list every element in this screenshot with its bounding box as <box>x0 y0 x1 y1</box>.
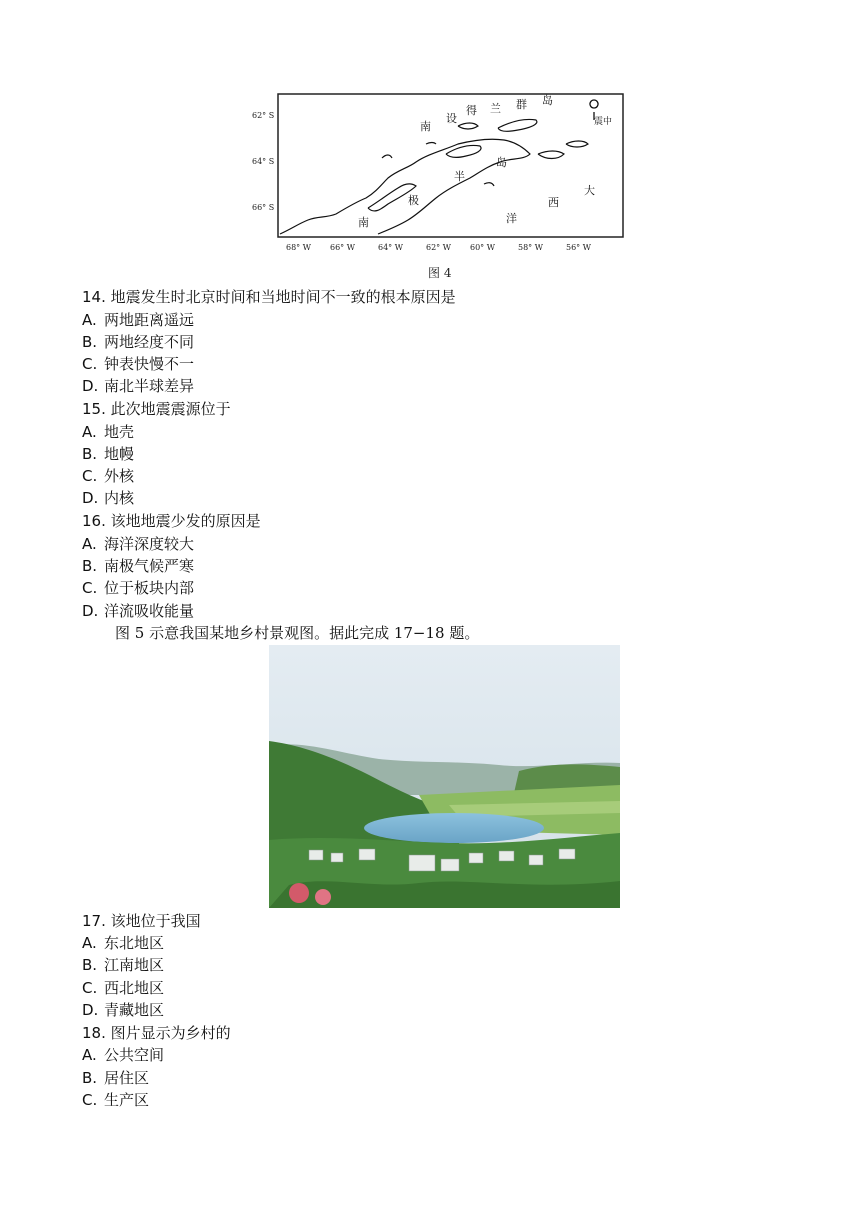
option-item <box>82 353 194 375</box>
option-letter: B. <box>82 1069 98 1087</box>
lat-label: 62° S <box>252 111 275 120</box>
option-text: 南北半球差异 <box>104 377 195 395</box>
option-text: 内核 <box>104 489 135 507</box>
option-letter: A. <box>82 535 97 553</box>
option-text: 东北地区 <box>104 934 165 952</box>
option-item <box>82 533 194 555</box>
option-letter: B. <box>82 445 98 463</box>
lon-label: 66° W <box>330 243 355 252</box>
option-item <box>82 309 194 331</box>
option-item <box>82 487 134 509</box>
option-letter: A. <box>82 311 97 329</box>
place-name-islands: 岛 <box>542 94 553 107</box>
option-letter: C. <box>82 355 98 373</box>
lat-label: 66° S <box>252 203 275 212</box>
option-text: 西北地区 <box>104 979 165 997</box>
lat-label: 64° S <box>252 157 275 166</box>
option-item <box>82 331 194 353</box>
lon-label: 56° W <box>566 243 591 252</box>
option-item <box>82 465 134 487</box>
option-text: 外核 <box>104 467 135 485</box>
option-text: 居住区 <box>104 1069 150 1087</box>
place-name-islands: 群 <box>516 98 527 111</box>
place-name-islands: 得 <box>466 104 477 117</box>
option-text: 公共空间 <box>104 1046 165 1064</box>
place-name-islands: 设 <box>446 112 457 125</box>
lon-label: 64° W <box>378 243 403 252</box>
option-text: 海洋深度较大 <box>104 535 195 553</box>
option-letter: D. <box>82 1001 99 1019</box>
question-stem: 16. 该地地震少发的原因是 <box>82 512 261 530</box>
option-letter: B. <box>82 557 98 575</box>
question-stem: 18. 图片显示为乡村的 <box>82 1024 231 1042</box>
option-item <box>82 443 134 465</box>
intro-text: 图 5 示意我国某地乡村景观图。据此完成 17−18 题。 <box>115 624 480 642</box>
option-item <box>82 999 164 1021</box>
option-text: 位于板块内部 <box>104 579 195 597</box>
option-letter: A. <box>82 423 97 441</box>
question-stem: 15. 此次地震震源位于 <box>82 400 231 418</box>
lon-label: 62° W <box>426 243 451 252</box>
option-text: 江南地区 <box>104 956 165 974</box>
place-name-ocean: 西 <box>548 196 559 209</box>
option-item <box>82 421 134 443</box>
option-letter: C. <box>82 979 98 997</box>
option-item <box>82 1044 164 1066</box>
option-item <box>82 600 194 622</box>
option-item <box>82 954 164 976</box>
lon-label: 58° W <box>518 243 543 252</box>
lon-label: 68° W <box>286 243 311 252</box>
option-item <box>82 1089 149 1111</box>
option-text: 两地距离遥远 <box>104 311 195 329</box>
option-letter: A. <box>82 934 97 952</box>
option-letter: C. <box>82 579 98 597</box>
place-name-peninsula: 极 <box>408 194 419 207</box>
option-text: 洋流吸收能量 <box>104 602 195 620</box>
option-letter: C. <box>82 1091 98 1109</box>
option-letter: D. <box>82 489 99 507</box>
place-name-ocean: 洋 <box>506 212 517 225</box>
option-text: 青藏地区 <box>104 1001 165 1019</box>
option-text: 钟表快慢不一 <box>104 355 195 373</box>
option-text: 地幔 <box>104 445 135 463</box>
place-name-ocean: 大 <box>584 184 595 197</box>
option-letter: B. <box>82 333 98 351</box>
place-name-peninsula: 南 <box>358 216 369 229</box>
option-text: 生产区 <box>104 1091 150 1109</box>
option-item <box>82 932 164 954</box>
option-text: 南极气候严寒 <box>104 557 195 575</box>
village-landscape-photo <box>269 645 620 908</box>
place-name-islands: 南 <box>420 120 431 133</box>
option-text: 两地经度不同 <box>104 333 195 351</box>
option-letter: A. <box>82 1046 97 1064</box>
option-letter: D. <box>82 377 99 395</box>
place-name-peninsula: 岛 <box>496 156 507 169</box>
option-text: 地壳 <box>104 423 135 441</box>
question-stem: 14. 地震发生时北京时间和当地时间不一致的根本原因是 <box>82 288 456 306</box>
option-item <box>82 977 164 999</box>
option-item <box>82 375 194 397</box>
option-item <box>82 555 194 577</box>
figure-caption: 图 4 <box>428 266 452 280</box>
question-stem: 17. 该地位于我国 <box>82 912 201 930</box>
lon-label: 60° W <box>470 243 495 252</box>
option-item <box>82 1067 149 1089</box>
map-figure-4 <box>248 88 632 280</box>
place-name-peninsula: 半 <box>454 170 465 183</box>
option-item <box>82 577 194 599</box>
epicenter-label: 震中 <box>594 117 613 127</box>
option-letter: D. <box>82 602 99 620</box>
option-letter: B. <box>82 956 98 974</box>
option-letter: C. <box>82 467 98 485</box>
place-name-islands: 兰 <box>490 102 501 115</box>
